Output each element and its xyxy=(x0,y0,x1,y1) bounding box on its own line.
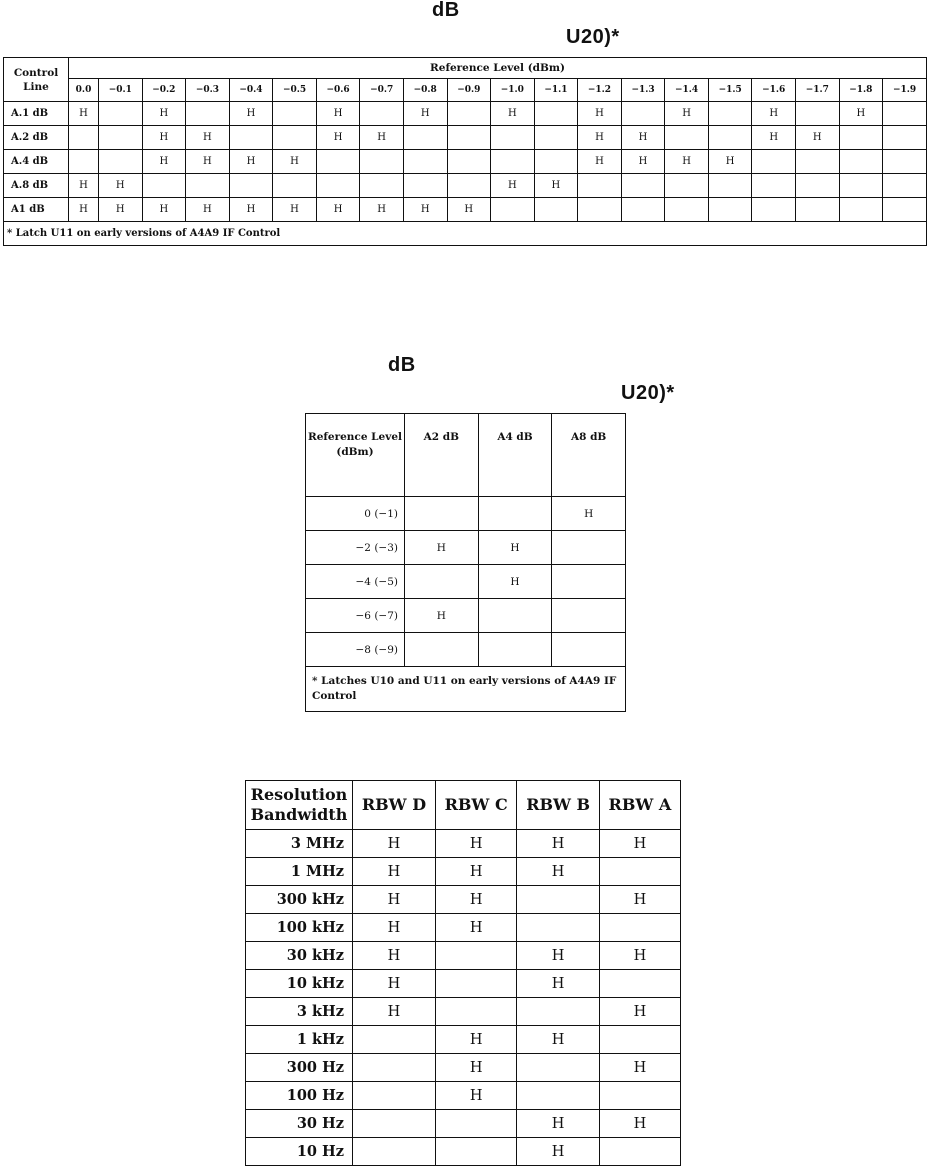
latch-cell xyxy=(99,102,143,126)
latch-cell: H xyxy=(403,198,447,222)
rbw-cell: H xyxy=(353,942,436,970)
latch-cell xyxy=(316,150,360,174)
rbw-cell: H xyxy=(599,886,680,914)
rbw-cell xyxy=(435,998,516,1026)
rbw-cell xyxy=(517,1082,599,1110)
table-row xyxy=(4,198,927,222)
level-header-cell: −0.9 xyxy=(447,79,491,102)
rbw-cell xyxy=(517,998,599,1026)
column-header: Reference Level (dBm) xyxy=(306,414,405,497)
latch-cell xyxy=(447,126,491,150)
latch-cell xyxy=(752,174,796,198)
reference-level-cell: 0 (−1) xyxy=(306,497,405,531)
latch-cell xyxy=(534,198,578,222)
latch-cell: H xyxy=(142,102,186,126)
latch-cell: H xyxy=(99,174,143,198)
table2-title-db: dB xyxy=(388,354,416,376)
latch-cell xyxy=(405,565,479,599)
level-header-cell: −0.2 xyxy=(142,79,186,102)
column-header: RBW D xyxy=(353,781,436,830)
latch-cell xyxy=(665,126,709,150)
rbw-cell: H xyxy=(353,914,436,942)
latch-cell xyxy=(360,150,404,174)
latch-cell: H xyxy=(316,102,360,126)
latch-cell xyxy=(839,126,883,150)
level-header-cell: −1.6 xyxy=(752,79,796,102)
latch-cell xyxy=(316,174,360,198)
rbw-cell xyxy=(353,1138,436,1166)
table-row xyxy=(306,497,626,531)
latch-cell xyxy=(491,198,535,222)
rbw-cell xyxy=(599,1138,680,1166)
table-row xyxy=(246,1054,681,1082)
table-row xyxy=(246,998,681,1026)
table-row xyxy=(246,886,681,914)
latch-cell: H xyxy=(491,102,535,126)
attenuator-table xyxy=(305,413,626,712)
latch-cell xyxy=(186,102,230,126)
latch-cell xyxy=(621,198,665,222)
latch-cell xyxy=(405,497,479,531)
column-header: A8 dB xyxy=(552,414,626,497)
latch-cell xyxy=(883,198,927,222)
rbw-cell: H xyxy=(517,942,599,970)
control-line-label: A.4 dB xyxy=(4,150,69,174)
latch-cell xyxy=(478,633,552,667)
latch-cell xyxy=(708,174,752,198)
rbw-cell: H xyxy=(353,830,436,858)
rbw-cell: H xyxy=(435,914,516,942)
latch-cell: H xyxy=(534,174,578,198)
latch-cell: H xyxy=(229,198,273,222)
latch-cell: H xyxy=(578,102,622,126)
rbw-cell xyxy=(599,914,680,942)
latch-cell xyxy=(142,174,186,198)
latch-cell xyxy=(229,174,273,198)
table1-title-db: dB xyxy=(432,0,460,21)
rbw-cell: H xyxy=(599,1110,680,1138)
bandwidth-cell: 3 MHz xyxy=(246,830,353,858)
footnote-row xyxy=(4,222,927,246)
bandwidth-cell: 30 kHz xyxy=(246,942,353,970)
latch-cell xyxy=(665,174,709,198)
latch-cell xyxy=(229,126,273,150)
latch-cell: H xyxy=(316,126,360,150)
control-line-header: Control Line xyxy=(4,58,69,102)
latch-cell: H xyxy=(405,599,479,633)
latch-cell: H xyxy=(447,198,491,222)
rbw-cell xyxy=(353,1110,436,1138)
latch-cell: H xyxy=(796,126,840,150)
latch-cell: H xyxy=(708,150,752,174)
table-row xyxy=(306,633,626,667)
reference-level-table xyxy=(3,57,927,246)
level-header-row xyxy=(4,79,927,102)
rbw-cell xyxy=(353,1054,436,1082)
latch-cell xyxy=(99,126,143,150)
rbw-cell xyxy=(353,1026,436,1054)
rbw-cell: H xyxy=(517,1138,599,1166)
rbw-cell: H xyxy=(353,970,436,998)
column-header: RBW B xyxy=(517,781,599,830)
table-row xyxy=(246,1026,681,1054)
table-row xyxy=(246,1110,681,1138)
table-row xyxy=(306,565,626,599)
rbw-cell xyxy=(599,1026,680,1054)
table-row xyxy=(4,102,927,126)
rbw-cell: H xyxy=(353,886,436,914)
latch-cell: H xyxy=(665,102,709,126)
level-header-cell: −0.1 xyxy=(99,79,143,102)
rbw-header-row xyxy=(246,781,681,830)
rbw-cell: H xyxy=(517,1026,599,1054)
level-header-cell: −0.3 xyxy=(186,79,230,102)
latch-cell: H xyxy=(360,126,404,150)
table-row xyxy=(306,531,626,565)
table-row xyxy=(246,970,681,998)
rbw-cell: H xyxy=(599,1054,680,1082)
latch-cell: H xyxy=(316,198,360,222)
table-row xyxy=(4,174,927,198)
level-header-cell: −1.8 xyxy=(839,79,883,102)
latch-cell xyxy=(478,497,552,531)
latch-cell: H xyxy=(491,174,535,198)
latch-cell xyxy=(552,531,626,565)
latch-cell xyxy=(839,150,883,174)
latch-cell: H xyxy=(578,126,622,150)
latch-cell: H xyxy=(69,174,99,198)
footnote-row xyxy=(306,667,626,712)
table-row xyxy=(246,942,681,970)
latch-cell xyxy=(796,150,840,174)
latch-cell: H xyxy=(403,102,447,126)
latch-cell: H xyxy=(229,102,273,126)
rbw-cell: H xyxy=(517,970,599,998)
latch-cell: H xyxy=(229,150,273,174)
bandwidth-cell: 10 kHz xyxy=(246,970,353,998)
level-header-cell: −1.0 xyxy=(491,79,535,102)
latch-cell xyxy=(403,150,447,174)
latch-cell xyxy=(99,150,143,174)
latch-cell xyxy=(883,150,927,174)
table-row xyxy=(246,858,681,886)
rbw-cell: H xyxy=(517,830,599,858)
column-header: A4 dB xyxy=(478,414,552,497)
latch-cell xyxy=(478,599,552,633)
rbw-cell: H xyxy=(599,830,680,858)
latch-cell: H xyxy=(273,198,317,222)
latch-cell: H xyxy=(752,102,796,126)
latch-cell: H xyxy=(405,531,479,565)
latch-cell xyxy=(839,198,883,222)
rbw-cell xyxy=(435,970,516,998)
column-header: RBW C xyxy=(435,781,516,830)
level-header-cell: −1.1 xyxy=(534,79,578,102)
column-header: RBW A xyxy=(599,781,680,830)
rbw-cell: H xyxy=(599,942,680,970)
latch-cell xyxy=(447,102,491,126)
latch-cell xyxy=(796,174,840,198)
rbw-cell: H xyxy=(435,830,516,858)
level-header-cell: −1.3 xyxy=(621,79,665,102)
latch-cell: H xyxy=(69,198,99,222)
table-row xyxy=(246,1082,681,1110)
latch-cell: H xyxy=(186,198,230,222)
latch-cell xyxy=(273,174,317,198)
latch-cell xyxy=(552,565,626,599)
column-header: Resolution Bandwidth xyxy=(246,781,353,830)
latch-cell xyxy=(621,102,665,126)
latch-cell xyxy=(273,102,317,126)
latch-cell xyxy=(796,198,840,222)
latch-cell xyxy=(491,126,535,150)
rbw-cell xyxy=(599,858,680,886)
level-header-cell: −1.9 xyxy=(883,79,927,102)
latch-cell: H xyxy=(665,150,709,174)
table-row xyxy=(246,914,681,942)
latch-cell: H xyxy=(360,198,404,222)
bandwidth-cell: 1 kHz xyxy=(246,1026,353,1054)
rbw-cell: H xyxy=(435,886,516,914)
latch-cell xyxy=(621,174,665,198)
latch-cell xyxy=(883,174,927,198)
reference-level-cell: −8 (−9) xyxy=(306,633,405,667)
latch-cell xyxy=(273,126,317,150)
latch-cell xyxy=(360,174,404,198)
level-header-cell: −1.5 xyxy=(708,79,752,102)
latch-cell: H xyxy=(69,102,99,126)
rbw-cell xyxy=(435,1110,516,1138)
rbw-cell xyxy=(517,914,599,942)
rbw-cell xyxy=(353,1082,436,1110)
level-header-cell: −0.6 xyxy=(316,79,360,102)
latch-cell xyxy=(491,150,535,174)
bandwidth-cell: 300 Hz xyxy=(246,1054,353,1082)
control-line-label: A1 dB xyxy=(4,198,69,222)
rbw-cell: H xyxy=(599,998,680,1026)
level-header-cell: 0.0 xyxy=(69,79,99,102)
latch-cell xyxy=(534,102,578,126)
table2-title-u20: U20)* xyxy=(621,382,675,404)
latch-cell: H xyxy=(186,126,230,150)
level-header-cell: −0.4 xyxy=(229,79,273,102)
latch-cell xyxy=(403,126,447,150)
latch-cell xyxy=(708,126,752,150)
latch-cell xyxy=(883,102,927,126)
table1-title-u20: U20)* xyxy=(566,26,620,48)
level-header-cell: −1.4 xyxy=(665,79,709,102)
attenuator-header-row xyxy=(306,414,626,497)
level-header-cell: −0.5 xyxy=(273,79,317,102)
control-line-label: A.8 dB xyxy=(4,174,69,198)
latch-cell: H xyxy=(578,150,622,174)
rbw-cell xyxy=(517,886,599,914)
latch-cell: H xyxy=(478,531,552,565)
latch-cell xyxy=(752,198,796,222)
table-row xyxy=(246,1138,681,1166)
latch-cell xyxy=(447,174,491,198)
bandwidth-cell: 100 Hz xyxy=(246,1082,353,1110)
latch-cell xyxy=(708,198,752,222)
latch-cell: H xyxy=(142,150,186,174)
latch-cell: H xyxy=(552,497,626,531)
latch-cell: H xyxy=(186,150,230,174)
latch-cell xyxy=(552,599,626,633)
control-line-label: A.1 dB xyxy=(4,102,69,126)
rbw-cell xyxy=(599,970,680,998)
bandwidth-cell: 10 Hz xyxy=(246,1138,353,1166)
table-row xyxy=(246,830,681,858)
rbw-cell xyxy=(435,1138,516,1166)
latch-cell xyxy=(69,150,99,174)
table-row xyxy=(4,126,927,150)
latch-cell: H xyxy=(752,126,796,150)
latch-cell xyxy=(405,633,479,667)
rbw-cell xyxy=(435,942,516,970)
rbw-cell: H xyxy=(435,858,516,886)
latch-cell xyxy=(534,150,578,174)
control-line-label: A.2 dB xyxy=(4,126,69,150)
bandwidth-cell: 30 Hz xyxy=(246,1110,353,1138)
latch-cell xyxy=(839,174,883,198)
level-header-cell: −1.7 xyxy=(796,79,840,102)
latch-cell: H xyxy=(478,565,552,599)
reference-level-header: Reference Level (dBm) xyxy=(69,58,927,79)
latch-cell xyxy=(69,126,99,150)
latch-cell xyxy=(578,198,622,222)
level-header-cell: −0.8 xyxy=(403,79,447,102)
latch-cell xyxy=(403,174,447,198)
rbw-cell: H xyxy=(435,1082,516,1110)
rbw-cell: H xyxy=(435,1026,516,1054)
bandwidth-cell: 100 kHz xyxy=(246,914,353,942)
latch-cell xyxy=(552,633,626,667)
latch-cell xyxy=(447,150,491,174)
latch-cell xyxy=(578,174,622,198)
latch-cell: H xyxy=(621,150,665,174)
latch-cell xyxy=(534,126,578,150)
latch-cell: H xyxy=(839,102,883,126)
latch-cell xyxy=(186,174,230,198)
rbw-cell: H xyxy=(517,1110,599,1138)
reference-level-cell: −4 (−5) xyxy=(306,565,405,599)
rbw-cell: H xyxy=(353,858,436,886)
rbw-cell xyxy=(599,1082,680,1110)
latch-cell xyxy=(752,150,796,174)
footnote: * Latch U11 on early versions of A4A9 IF Control xyxy=(4,222,927,246)
latch-cell xyxy=(708,102,752,126)
level-header-cell: −1.2 xyxy=(578,79,622,102)
bandwidth-cell: 1 MHz xyxy=(246,858,353,886)
table-row xyxy=(306,599,626,633)
latch-cell xyxy=(665,198,709,222)
latch-cell xyxy=(360,102,404,126)
rbw-cell: H xyxy=(435,1054,516,1082)
rbw-cell xyxy=(517,1054,599,1082)
table-row xyxy=(4,150,927,174)
column-header: A2 dB xyxy=(405,414,479,497)
latch-cell: H xyxy=(142,198,186,222)
latch-cell: H xyxy=(621,126,665,150)
bandwidth-cell: 3 kHz xyxy=(246,998,353,1026)
latch-cell xyxy=(796,102,840,126)
bandwidth-cell: 300 kHz xyxy=(246,886,353,914)
latch-cell: H xyxy=(99,198,143,222)
latch-cell: H xyxy=(273,150,317,174)
level-header-cell: −0.7 xyxy=(360,79,404,102)
rbw-cell: H xyxy=(517,858,599,886)
rbw-cell: H xyxy=(353,998,436,1026)
latch-cell: H xyxy=(142,126,186,150)
reference-level-cell: −6 (−7) xyxy=(306,599,405,633)
footnote: * Latches U10 and U11 on early versions of A4A9 IF Control xyxy=(306,667,626,712)
resolution-bandwidth-table xyxy=(245,780,681,1166)
latch-cell xyxy=(883,126,927,150)
reference-level-cell: −2 (−3) xyxy=(306,531,405,565)
